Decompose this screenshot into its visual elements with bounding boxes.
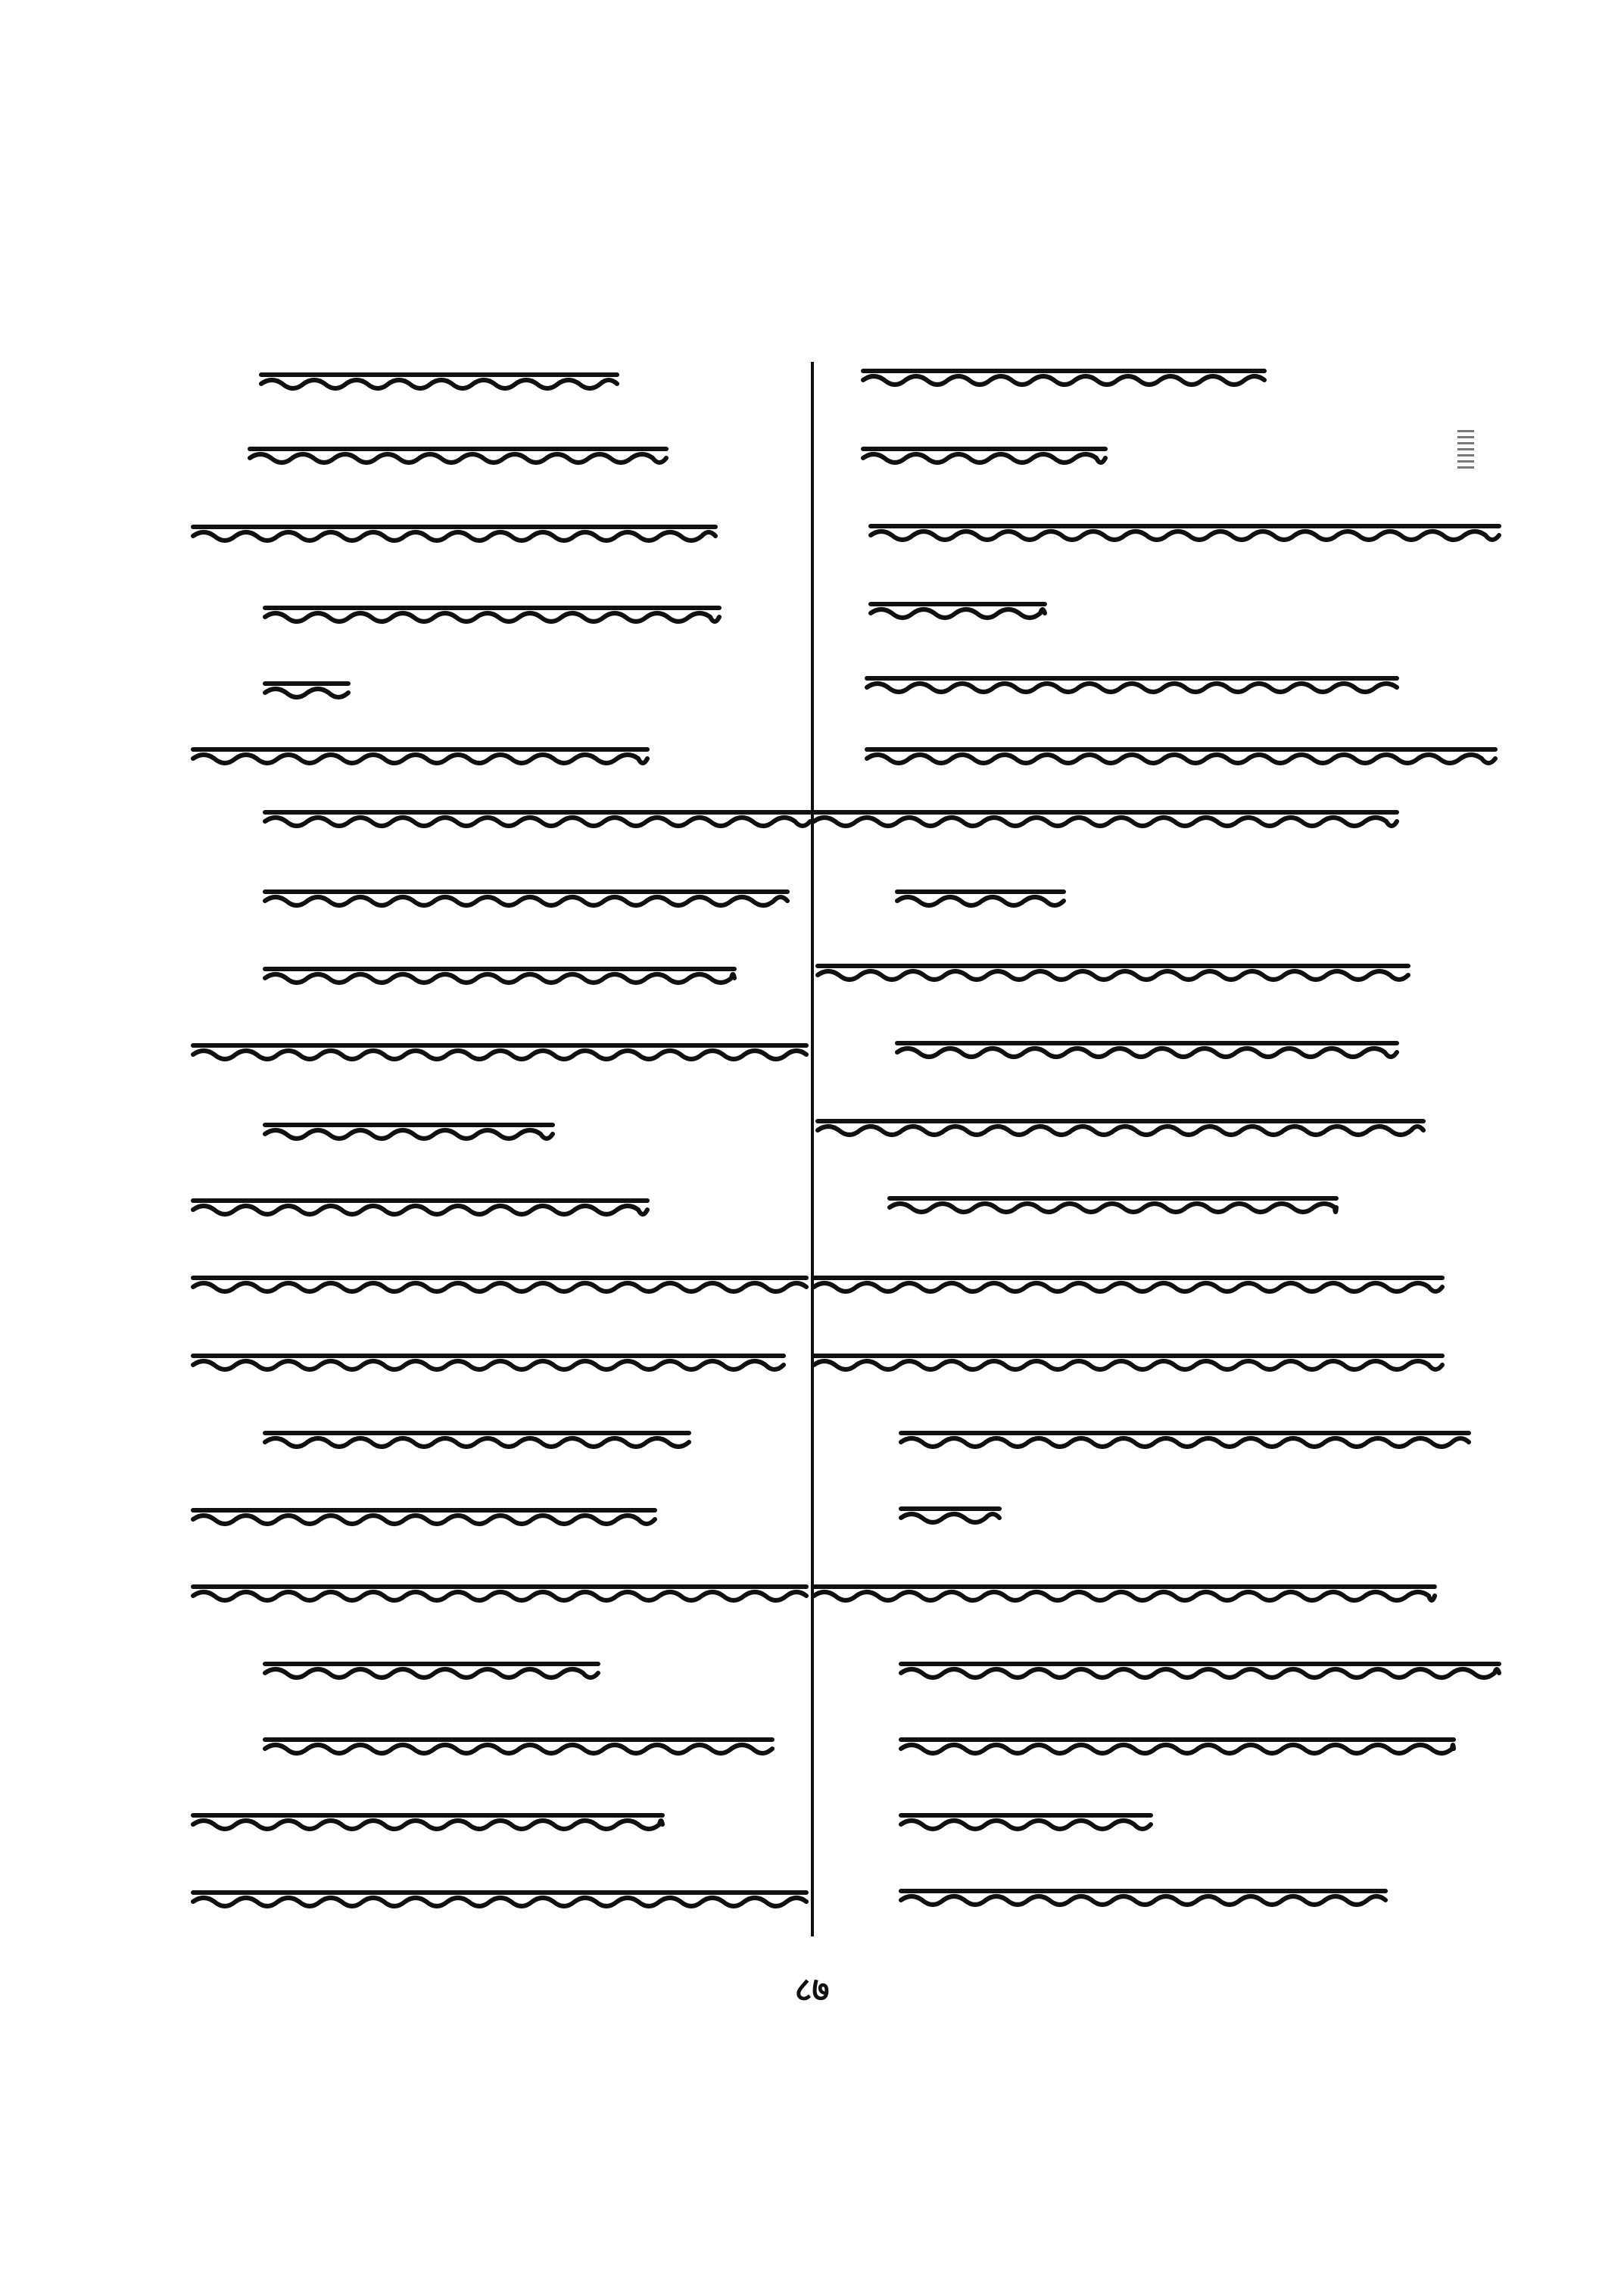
left-column-ink-stroke bbox=[193, 1809, 662, 1835]
left-column-ink-path bbox=[265, 608, 719, 622]
left-column-ink-stroke bbox=[193, 1272, 806, 1298]
right-column-handwritten-line bbox=[871, 598, 1045, 624]
left-column-handwritten-line bbox=[193, 1350, 784, 1375]
scan-margin-mark bbox=[1457, 430, 1474, 472]
right-column-handwritten-line bbox=[867, 743, 1495, 769]
right-column-handwritten-line bbox=[901, 1734, 1454, 1759]
left-column-ink-stroke bbox=[265, 602, 719, 628]
left-column-ink-stroke bbox=[193, 1039, 806, 1065]
right-column-ink-path bbox=[814, 1356, 1442, 1369]
left-column-ink-stroke bbox=[193, 1195, 647, 1220]
right-column-ink-path bbox=[897, 1043, 1397, 1057]
right-column-handwritten-line bbox=[818, 960, 1408, 986]
left-column-ink-path bbox=[193, 1278, 806, 1291]
left-column-handwritten-line bbox=[265, 678, 348, 703]
left-column-ink-path bbox=[261, 375, 617, 388]
left-column-ink-stroke bbox=[265, 886, 787, 911]
right-column-ink-path bbox=[901, 1740, 1454, 1753]
right-column-ink-stroke bbox=[901, 1885, 1386, 1911]
right-column-handwritten-line bbox=[901, 1503, 999, 1528]
left-column-handwritten-line bbox=[261, 369, 617, 394]
right-column-ink-stroke bbox=[871, 598, 1045, 624]
left-column-ink-stroke bbox=[193, 1886, 806, 1912]
right-column-ink-path bbox=[871, 526, 1499, 540]
right-column-ink-stroke bbox=[814, 1350, 1442, 1375]
left-column-handwritten-line bbox=[193, 1272, 806, 1298]
right-column-ink-path bbox=[818, 966, 1408, 980]
right-column-ink-path bbox=[814, 1278, 1442, 1291]
left-column-handwritten-line bbox=[265, 1734, 772, 1759]
right-column-ink-stroke bbox=[901, 1734, 1454, 1759]
left-column-ink-path bbox=[193, 527, 715, 541]
right-column-handwritten-line bbox=[863, 443, 1105, 469]
left-column-ink-stroke bbox=[265, 678, 348, 703]
left-column-ink-path bbox=[193, 1893, 806, 1906]
left-column-ink-path bbox=[193, 1587, 806, 1600]
left-column-ink-stroke bbox=[261, 369, 617, 394]
left-column-ink-stroke bbox=[250, 443, 666, 469]
page-number: ८७ bbox=[794, 1971, 830, 2009]
right-column-ink-path bbox=[867, 749, 1495, 763]
right-column-handwritten-line bbox=[867, 672, 1397, 698]
left-column-handwritten-line bbox=[193, 1039, 806, 1065]
left-column-ink-path bbox=[193, 1356, 784, 1369]
right-column-ink-path bbox=[871, 604, 1045, 618]
left-column-ink-stroke bbox=[265, 1119, 553, 1145]
right-column-handwritten-line bbox=[901, 1658, 1499, 1684]
right-column-ink-stroke bbox=[863, 443, 1105, 469]
right-column-handwritten-line bbox=[897, 1037, 1397, 1063]
left-column-ink-path bbox=[265, 1664, 598, 1678]
right-column-ink-stroke bbox=[867, 743, 1495, 769]
left-column-ink-stroke bbox=[193, 743, 647, 769]
right-column-ink-path bbox=[890, 1198, 1336, 1212]
left-column-handwritten-line bbox=[265, 1427, 689, 1453]
left-column-ink-path bbox=[265, 684, 348, 697]
left-column-handwritten-line bbox=[265, 963, 734, 989]
right-column-ink-path bbox=[818, 1121, 1423, 1135]
left-column-handwritten-line bbox=[265, 806, 810, 832]
right-column-ink-stroke bbox=[871, 520, 1499, 546]
right-column bbox=[814, 0, 1624, 1938]
right-column-ink-stroke bbox=[901, 1658, 1499, 1684]
left-column-handwritten-line bbox=[193, 1504, 655, 1530]
left-column-ink-path bbox=[193, 1045, 806, 1059]
right-column-ink-path bbox=[863, 371, 1264, 385]
right-column-handwritten-line bbox=[890, 1192, 1336, 1218]
right-column-ink-stroke bbox=[814, 1581, 1435, 1606]
right-column-ink-stroke bbox=[890, 1192, 1336, 1218]
left-column-ink-path bbox=[265, 1125, 553, 1139]
left-column-ink-path bbox=[250, 449, 666, 463]
right-column-ink-stroke bbox=[867, 672, 1397, 698]
left-column-ink-path bbox=[265, 892, 787, 905]
left-column-ink-path bbox=[193, 749, 647, 763]
left-column-ink-stroke bbox=[265, 1427, 689, 1453]
right-column-ink-path bbox=[901, 1891, 1386, 1905]
right-column-ink-stroke bbox=[814, 1272, 1442, 1298]
right-column-ink-path bbox=[901, 1509, 999, 1522]
left-column-handwritten-line bbox=[193, 1195, 647, 1220]
left-column-ink-stroke bbox=[193, 1581, 806, 1606]
right-column-handwritten-line bbox=[863, 365, 1264, 391]
right-column-handwritten-line bbox=[818, 1115, 1423, 1141]
left-column bbox=[0, 0, 814, 1938]
left-column-ink-path bbox=[265, 812, 810, 826]
left-column-ink-stroke bbox=[265, 1734, 772, 1759]
right-column-ink-stroke bbox=[901, 1809, 1151, 1835]
left-column-handwritten-line bbox=[193, 1581, 806, 1606]
right-column-handwritten-line bbox=[814, 1350, 1442, 1375]
left-column-handwritten-line bbox=[193, 521, 715, 547]
left-column-ink-path bbox=[193, 1201, 647, 1214]
left-column-handwritten-line bbox=[265, 886, 787, 911]
left-column-ink-stroke bbox=[265, 963, 734, 989]
right-column-ink-stroke bbox=[818, 1115, 1423, 1141]
right-column-ink-path bbox=[814, 1587, 1435, 1600]
right-column-ink-stroke bbox=[814, 806, 1397, 832]
left-column-ink-path bbox=[265, 969, 734, 983]
right-column-handwritten-line bbox=[901, 1885, 1386, 1911]
right-column-ink-stroke bbox=[897, 886, 1064, 911]
right-column-ink-stroke bbox=[901, 1503, 999, 1528]
left-column-ink-stroke bbox=[265, 806, 810, 832]
left-column-ink-stroke bbox=[193, 521, 715, 547]
left-column-handwritten-line bbox=[265, 602, 719, 628]
right-column-handwritten-line bbox=[871, 520, 1499, 546]
right-column-ink-path bbox=[901, 1664, 1499, 1678]
left-column-ink-stroke bbox=[193, 1504, 655, 1530]
left-column-handwritten-line bbox=[250, 443, 666, 469]
left-column-ink-stroke bbox=[265, 1658, 598, 1684]
right-column-ink-path bbox=[867, 678, 1397, 692]
left-column-handwritten-line bbox=[193, 1809, 662, 1835]
left-column-handwritten-line bbox=[265, 1658, 598, 1684]
right-column-ink-stroke bbox=[818, 960, 1408, 986]
left-column-ink-path bbox=[265, 1740, 772, 1753]
right-column-handwritten-line bbox=[901, 1427, 1469, 1453]
right-column-ink-path bbox=[863, 449, 1105, 463]
right-column-ink-stroke bbox=[901, 1427, 1469, 1453]
right-column-ink-path bbox=[901, 1815, 1151, 1829]
right-column-ink-path bbox=[901, 1433, 1469, 1447]
right-column-handwritten-line bbox=[897, 886, 1064, 911]
left-column-ink-stroke bbox=[193, 1350, 784, 1375]
left-column-ink-path bbox=[193, 1510, 655, 1524]
left-column-ink-path bbox=[193, 1815, 662, 1829]
right-column-ink-path bbox=[897, 892, 1064, 905]
right-column-handwritten-line bbox=[814, 1272, 1442, 1298]
right-column-handwritten-line bbox=[814, 806, 1397, 832]
right-column-ink-path bbox=[814, 812, 1397, 826]
left-column-handwritten-line bbox=[193, 743, 647, 769]
right-column-handwritten-line bbox=[814, 1581, 1435, 1606]
right-column-handwritten-line bbox=[901, 1809, 1151, 1835]
left-column-ink-path bbox=[265, 1433, 689, 1447]
left-column-handwritten-line bbox=[265, 1119, 553, 1145]
right-column-ink-stroke bbox=[863, 365, 1264, 391]
left-column-handwritten-line bbox=[193, 1886, 806, 1912]
right-column-ink-stroke bbox=[897, 1037, 1397, 1063]
